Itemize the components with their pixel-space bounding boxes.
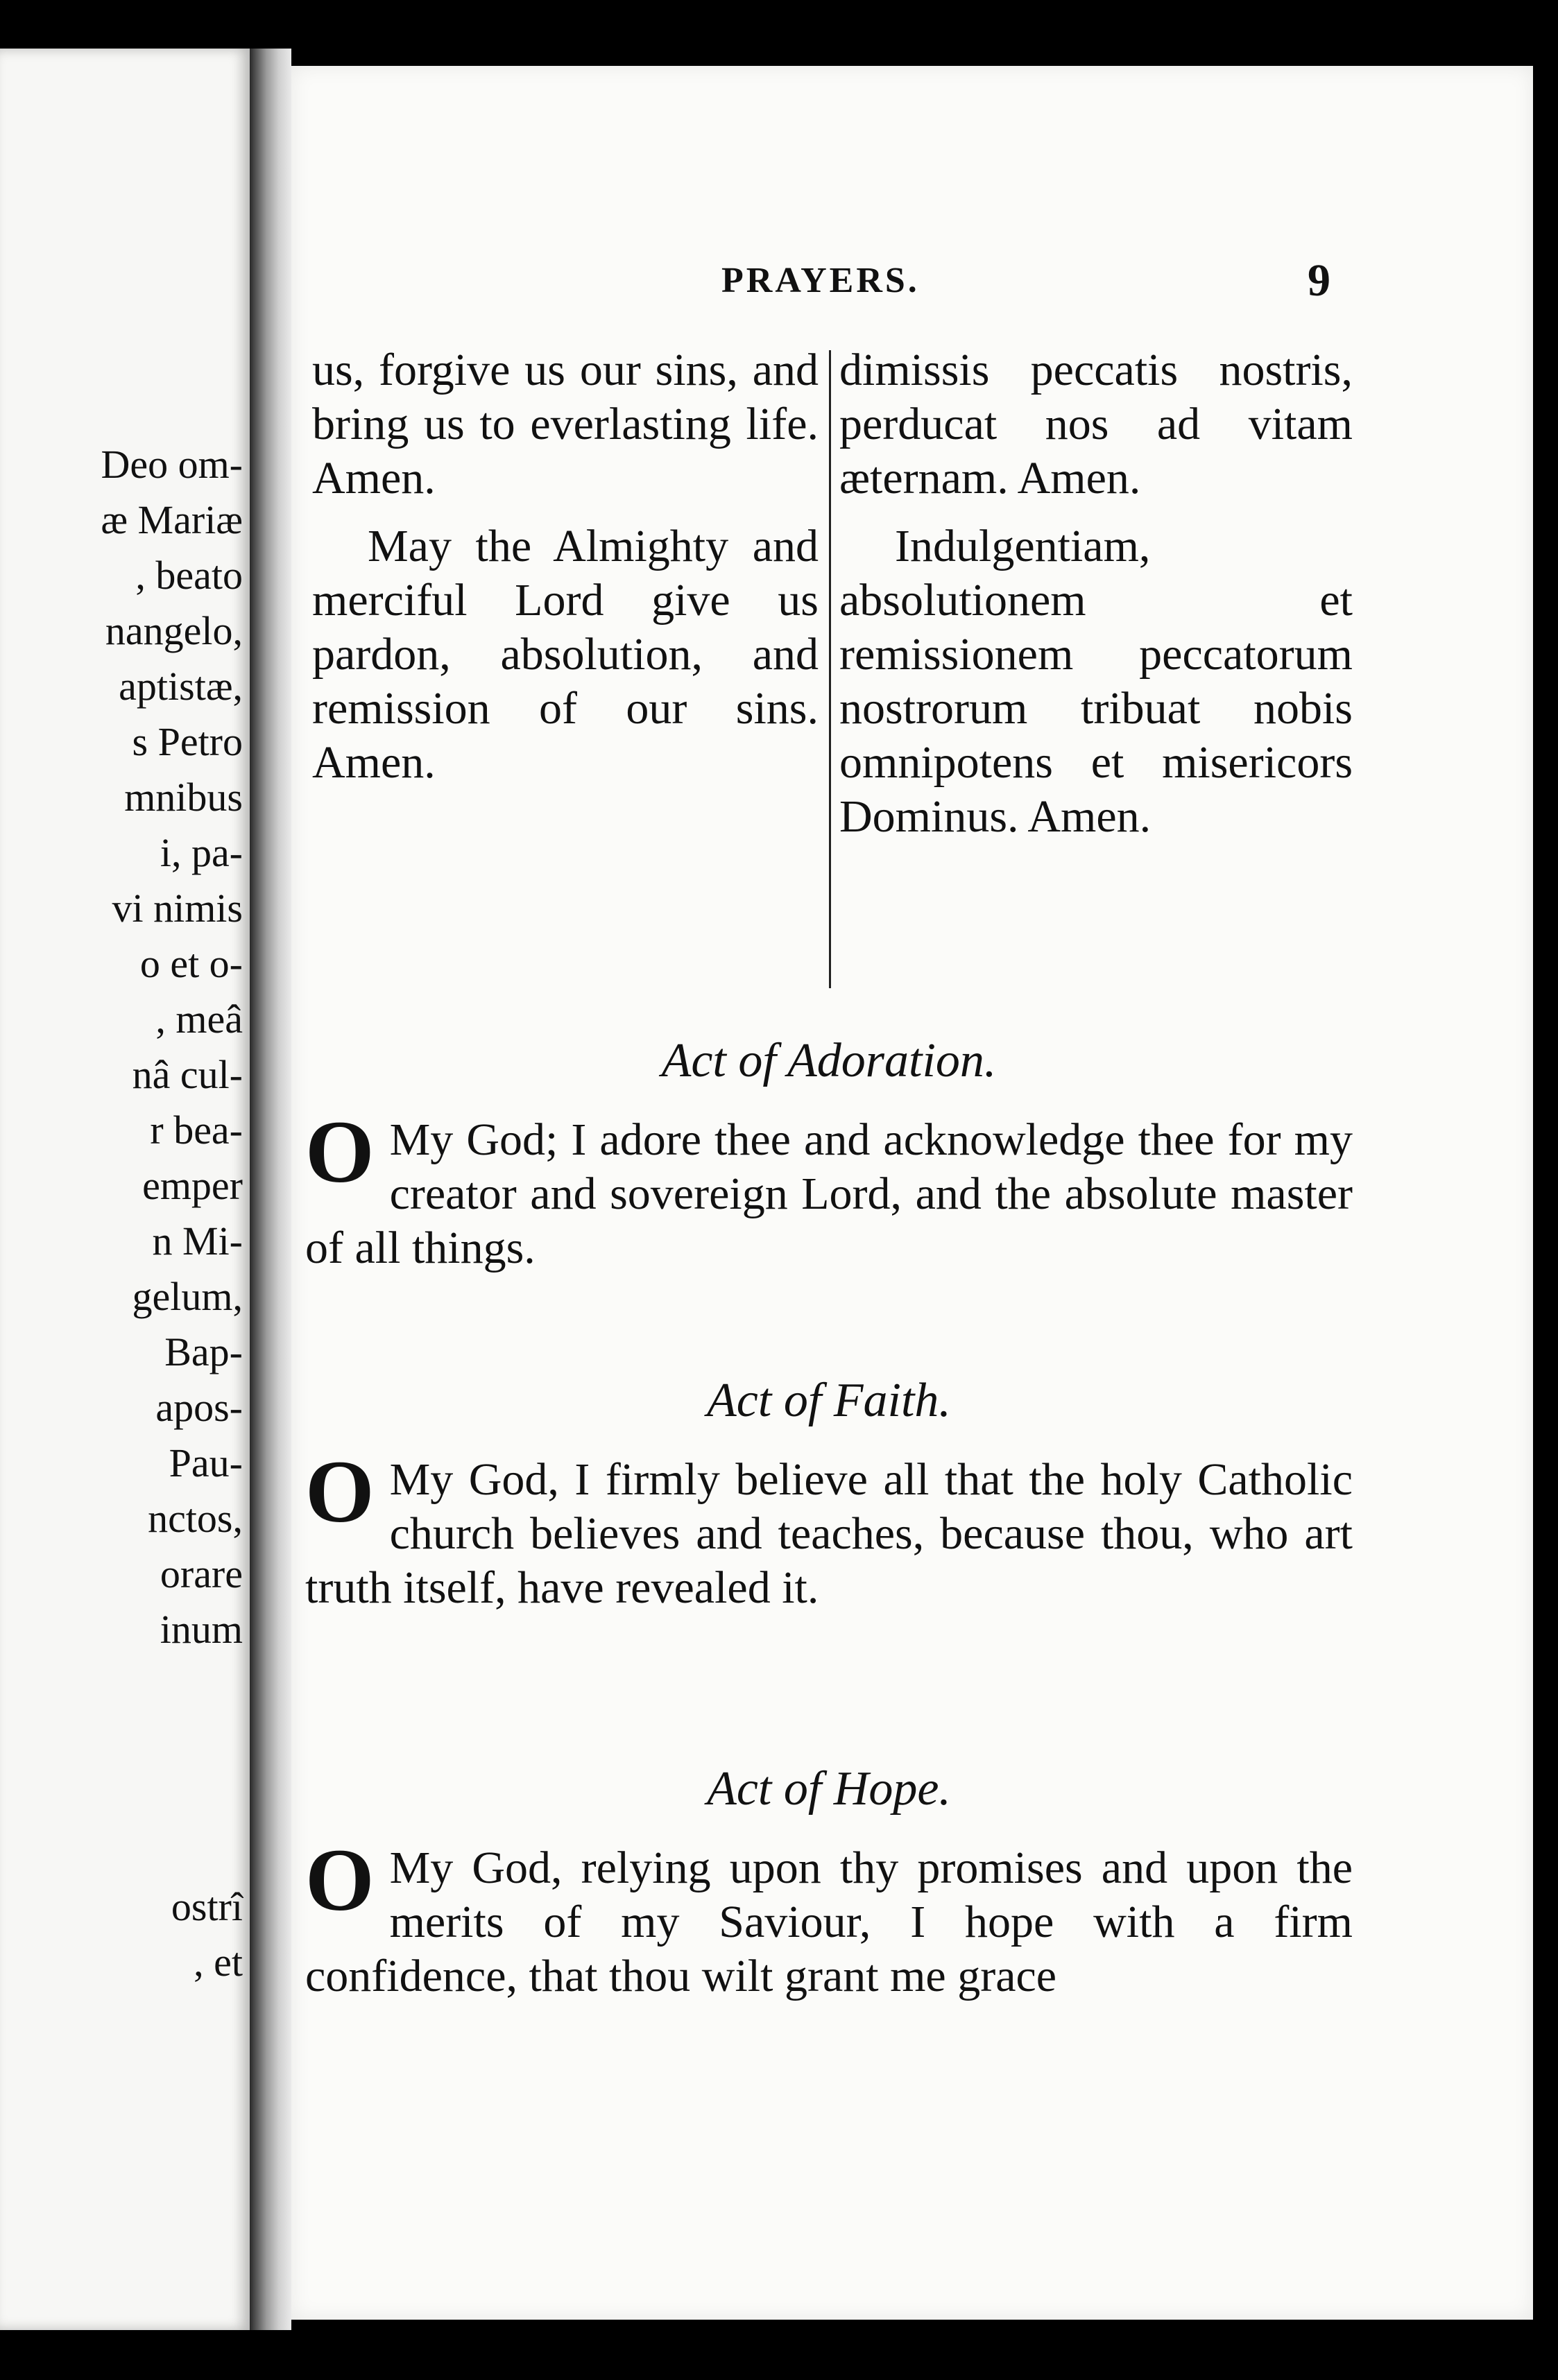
left-page-line: Deo om- bbox=[101, 442, 243, 487]
drop-cap: O bbox=[305, 1831, 375, 1929]
left-page-line: gelum, bbox=[132, 1274, 243, 1319]
page-number: 9 bbox=[1308, 255, 1330, 306]
column-divider bbox=[829, 350, 831, 988]
act-of-hope bbox=[305, 1758, 1353, 2003]
running-head bbox=[291, 246, 1533, 316]
act-title: Act of Adoration. bbox=[661, 1034, 997, 1087]
confiteor-parallel-columns bbox=[312, 343, 1353, 1002]
book-gutter bbox=[250, 49, 291, 2330]
running-title: PRAYERS. bbox=[721, 261, 920, 300]
left-page-line: o et o- bbox=[139, 941, 243, 986]
latin-paragraph: dimissis peccatis nostris, perducat nos ad vitam æternam. Amen. bbox=[839, 345, 1353, 503]
act-body bbox=[305, 1831, 1353, 2003]
left-page-line: Bap- bbox=[164, 1329, 243, 1374]
english-column bbox=[312, 343, 819, 804]
left-page-line: , beato bbox=[135, 553, 243, 598]
left-page-line: vi nimis bbox=[112, 886, 243, 931]
act-title: Act of Hope. bbox=[707, 1762, 951, 1816]
act-title: Act of Faith. bbox=[707, 1374, 951, 1427]
act-text: My God, I firmly believe all that the holy Catholic church believes and teaches, because thou, who art truth itself, have revealed it. bbox=[305, 1454, 1353, 1613]
right-page bbox=[291, 66, 1533, 2320]
left-page-line: inum bbox=[160, 1607, 243, 1652]
latin-paragraph: Indulgentiam, absolutionem et remissionem peccatorum nostrorum tribuat nobis omnipotens et misericors Dominus. Amen. bbox=[839, 521, 1353, 842]
act-text: My God; I adore thee and acknowledge thee for my creator and sovereign Lord, and the absolute master of all things. bbox=[305, 1114, 1353, 1273]
drop-cap: O bbox=[305, 1103, 375, 1201]
left-page-line: i, pa- bbox=[160, 830, 243, 875]
act-text: My God, relying upon thy promises and upon the merits of my Saviour, I hope with a firm confidence, that thou wilt grant me grace bbox=[305, 1843, 1353, 2001]
left-page-line: mnibus bbox=[124, 775, 243, 820]
left-page-line: , et bbox=[194, 1940, 243, 1985]
act-body bbox=[305, 1103, 1353, 1275]
left-page-line: r bea- bbox=[150, 1107, 243, 1153]
left-page-line: s Petro bbox=[132, 719, 243, 764]
act-of-faith bbox=[305, 1370, 1353, 1615]
left-page-line: Pau- bbox=[169, 1440, 243, 1485]
drop-cap: O bbox=[305, 1442, 375, 1541]
left-page-line: emper bbox=[142, 1163, 243, 1208]
left-page-line: nctos, bbox=[148, 1496, 243, 1541]
left-page-line: nangelo, bbox=[105, 608, 243, 653]
english-paragraph: us, forgive us our sins, and bring us to everlasting life. Amen. bbox=[312, 345, 819, 503]
left-page-line: apos- bbox=[155, 1385, 243, 1430]
left-page-line: , meâ bbox=[155, 997, 243, 1042]
english-paragraph: May the Almighty and merciful Lord give us pardon, absolution, and remission of our sins. Amen. bbox=[312, 521, 819, 788]
act-body bbox=[305, 1442, 1353, 1615]
latin-column bbox=[839, 343, 1353, 858]
left-page-line: orare bbox=[160, 1551, 243, 1596]
left-page-line: n Mi- bbox=[152, 1218, 243, 1264]
act-of-adoration bbox=[305, 1030, 1353, 1275]
left-page-fragment bbox=[0, 49, 250, 2330]
left-page-line: ostrî bbox=[171, 1884, 243, 1929]
left-page-line: æ Mariæ bbox=[101, 497, 243, 542]
left-page-line: nâ cul- bbox=[132, 1052, 243, 1097]
left-page-line: aptistæ, bbox=[119, 664, 243, 709]
